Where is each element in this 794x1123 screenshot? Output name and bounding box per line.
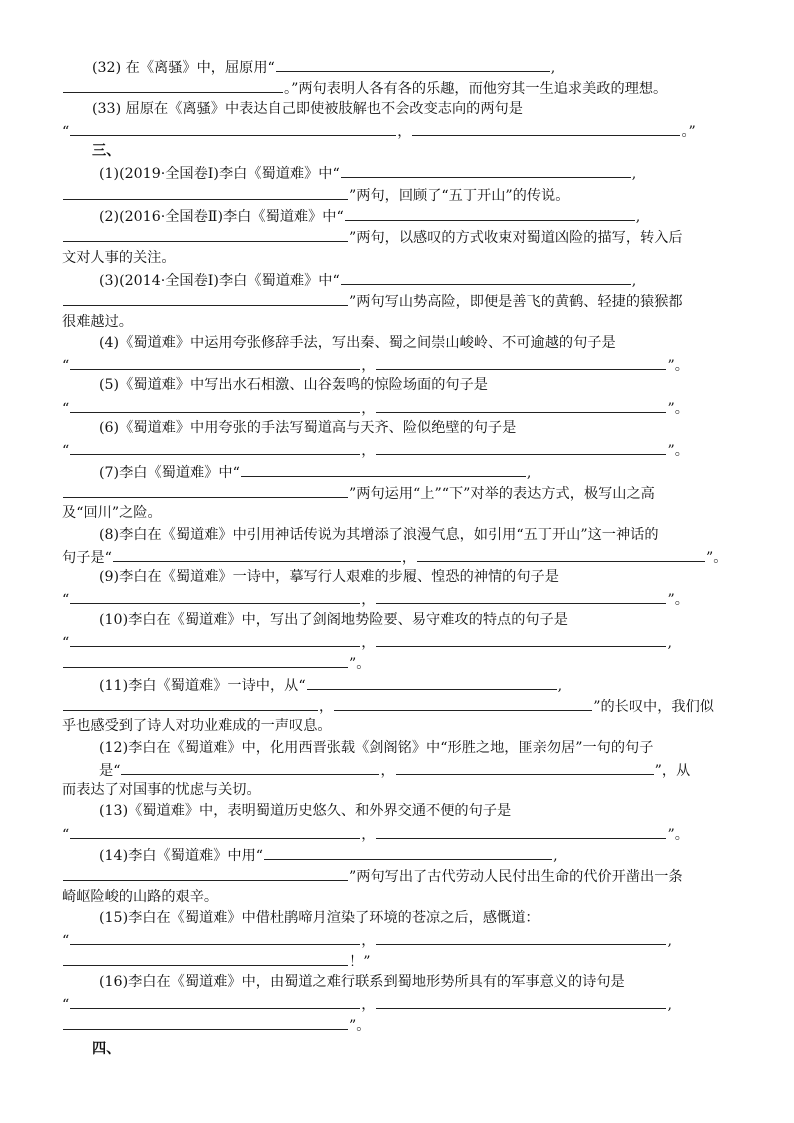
section-4-heading: 四、 (92, 1040, 121, 1057)
answer-blank[interactable] (376, 588, 666, 604)
q33-line2: “ ， 。” (62, 120, 734, 141)
item-15-line1: (15)李白在《蜀道难》中借杜鹃啼月渲染了环境的苍凉之后，感慨道： (99, 909, 540, 926)
item-16-line1: (16)李白在《蜀道难》中，由蜀道之难行联系到蜀地形势所具有的军事意义的诗句是 (99, 973, 625, 990)
item-10-line2: “ ， , (62, 631, 734, 652)
answer-blank[interactable] (70, 823, 360, 839)
item-1-prompt: (1)(2019·全国卷Ⅰ)李白《蜀道难》中“ (99, 166, 340, 183)
answer-blank[interactable] (70, 588, 360, 604)
answer-blank[interactable] (70, 929, 360, 945)
answer-blank[interactable] (63, 226, 348, 242)
item-3-line1: (3)(2014·全国卷Ⅰ)李白《蜀道难》中“ , (62, 269, 734, 290)
answer-blank[interactable] (63, 865, 348, 881)
item-6-line1: (6)《蜀道难》中用夸张的手法写蜀道高与天齐、险似绝壁的句子是 (99, 420, 517, 437)
item-2-line3: 文对人事的关注。 (62, 249, 176, 266)
answer-blank[interactable] (264, 844, 552, 860)
item-9-line2: “ ， ”。 (62, 588, 734, 609)
answer-blank[interactable] (70, 631, 360, 647)
item-15-line3: ！” (62, 950, 734, 971)
item-3-line3: 很难越过。 (62, 313, 133, 330)
answer-blank[interactable] (63, 290, 348, 306)
answer-blank[interactable] (307, 674, 557, 690)
answer-blank[interactable] (113, 546, 401, 562)
item-14-prompt: (14)李白《蜀道难》中用“ (99, 847, 264, 864)
answer-blank[interactable] (341, 269, 631, 285)
section-3-heading: 三、 (92, 143, 121, 160)
item-10-line3: ”。 (62, 652, 734, 673)
item-10-line1: (10)李白在《蜀道难》中，写出了剑阁地势险要、易守难攻的特点的句子是 (99, 611, 568, 628)
item-16-line2: “ ， , (62, 993, 734, 1014)
answer-blank[interactable] (276, 56, 550, 72)
item-4-line1: (4)《蜀道难》中运用夸张修辞手法，写出秦、蜀之间崇山峻岭、不可逾越的句子是 (99, 334, 616, 351)
item-12-line1: (12)李白在《蜀道难》中，化用西晋张载《剑阁铭》中“形胜之地，匪亲勿居”一句的句子 (99, 739, 654, 756)
answer-blank[interactable] (63, 695, 318, 711)
item-11-line2: ， ”的长叹中，我们似 (62, 695, 734, 716)
answer-blank[interactable] (376, 631, 666, 647)
item-6-line2: “ ， ”。 (62, 439, 734, 460)
item-5-line2: “ ， ”。 (62, 397, 734, 418)
answer-blank[interactable] (63, 652, 348, 668)
answer-blank[interactable] (417, 546, 705, 562)
item-7-line2: ”两句运用“上”“下”对举的表达方式，极写山之高 (62, 482, 734, 503)
item-2-line1: (2)(2016·全国卷Ⅱ)李白《蜀道难》中“ , (62, 205, 734, 226)
item-7-line3: 及“回川”之险。 (62, 505, 162, 522)
item-5-line1: (5)《蜀道难》中写出水石相激、山谷轰鸣的惊险场面的句子是 (99, 377, 488, 394)
answer-blank[interactable] (63, 1014, 348, 1030)
item-12-line2: 是“ ， ”，从 (62, 759, 734, 780)
answer-blank[interactable] (396, 759, 654, 775)
worksheet-page (62, 56, 734, 1060)
answer-blank[interactable] (334, 695, 592, 711)
item-11-line3: 乎也感受到了诗人对功业难成的一声叹息。 (62, 718, 332, 735)
answer-blank[interactable] (63, 482, 348, 498)
item-2-prompt: (2)(2016·全国卷Ⅱ)李白《蜀道难》中“ (99, 209, 344, 226)
answer-blank[interactable] (376, 354, 666, 370)
answer-blank[interactable] (376, 439, 666, 455)
answer-blank[interactable] (376, 397, 666, 413)
item-8-line2: 句子是“ ， ”。 (62, 546, 734, 567)
answer-blank[interactable] (345, 205, 635, 221)
answer-blank[interactable] (376, 993, 666, 1009)
q32-line2 (62, 77, 734, 98)
item-3-prompt: (3)(2014·全国卷Ⅰ)李白《蜀道难》中“ (99, 272, 340, 289)
answer-blank[interactable] (70, 354, 360, 370)
item-13-line1: (13)《蜀道难》中，表明蜀道历史悠久、和外界交通不便的句子是 (99, 803, 512, 820)
item-1-line1: (1)(2019·全国卷Ⅰ)李白《蜀道难》中“ , (62, 162, 734, 183)
answer-blank[interactable] (241, 461, 526, 477)
answer-blank[interactable] (70, 120, 396, 136)
answer-blank[interactable] (70, 397, 360, 413)
item-11-line1: (11)李白《蜀道难》一诗中，从“ , (62, 674, 734, 695)
answer-blank[interactable] (412, 120, 680, 136)
item-7-prompt: (7)李白《蜀道难》中“ (99, 464, 240, 481)
item-9-line1: (9)李白在《蜀道难》一诗中，摹写行人艰难的步履、惶恐的神情的句子是 (99, 569, 559, 586)
item-16-line3: ”。 (62, 1014, 734, 1035)
q33-line1 (62, 99, 734, 120)
item-12-line3: 而表达了对国事的忧虑与关切。 (62, 782, 261, 799)
item-1-line2: ”两句，回顾了“五丁开山”的传说。 (62, 184, 734, 205)
answer-blank[interactable] (63, 184, 348, 200)
q32-line1: (32) 在《离骚》中，屈原用“ , (62, 56, 734, 77)
answer-blank[interactable] (70, 439, 360, 455)
item-14-line3: 崎岖险峻的山路的艰辛。 (62, 888, 219, 905)
q32-text: 。”两句表明人各有各的乐趣，而他穷其一生追求美政的理想。 (284, 81, 668, 98)
answer-blank[interactable] (63, 950, 348, 966)
q32-prompt: (32) 在《离骚》中，屈原用“ (92, 60, 275, 76)
answer-blank[interactable] (341, 162, 631, 178)
answer-blank[interactable] (70, 993, 360, 1009)
item-2-line2: ”两句，以感叹的方式收束对蜀道凶险的描写，转入后 (62, 226, 734, 247)
item-13-line2: “ ， ”。 (62, 823, 734, 844)
item-4-line2: “ ， ”。 (62, 354, 734, 375)
item-11-prompt: (11)李白《蜀道难》一诗中，从“ (99, 677, 306, 694)
answer-blank[interactable] (376, 929, 666, 945)
item-8-line1: (8)李白在《蜀道难》中引用神话传说为其增添了浪漫气息，如引用“五丁开山”这一神话的 (99, 526, 659, 543)
item-14-line2: ”两句写出了古代劳动人民付出生命的代价开凿出一条 (62, 865, 734, 886)
q33-prompt: (33) 屈原在《离骚》中表达自己即使被肢解也不会改变志向的两句是 (92, 100, 523, 117)
answer-blank[interactable] (376, 823, 666, 839)
item-7-line1: (7)李白《蜀道难》中“ , (62, 461, 734, 482)
answer-blank[interactable] (121, 759, 379, 775)
item-14-line1: (14)李白《蜀道难》中用“ , (62, 844, 734, 865)
item-3-line2: ”两句写山势高险，即便是善飞的黄鹤、轻捷的猿猴都 (62, 290, 734, 311)
answer-blank[interactable] (63, 77, 283, 93)
item-15-line2: “ ， , (62, 929, 734, 950)
